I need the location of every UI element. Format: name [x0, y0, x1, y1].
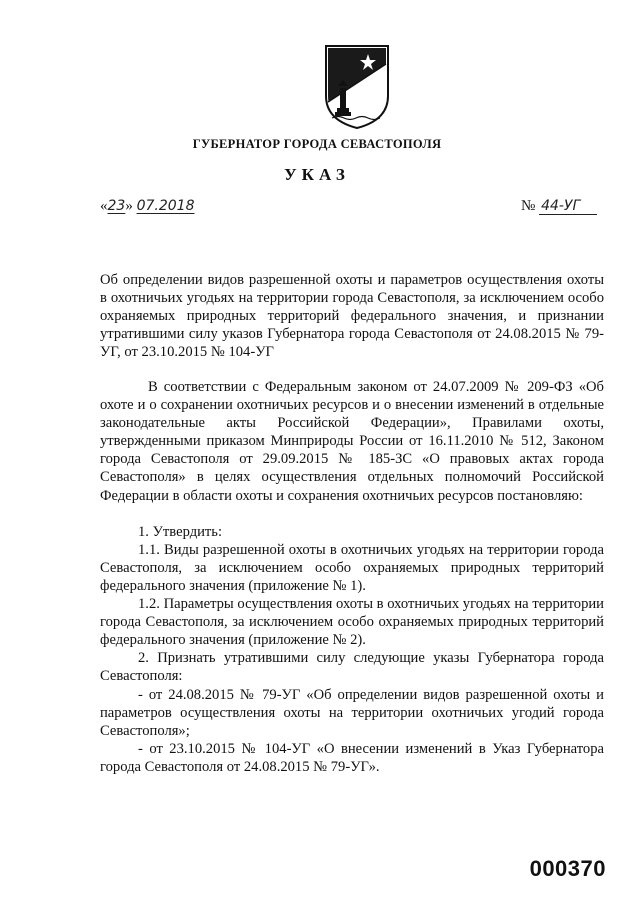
number-value: 44-УГ: [539, 198, 597, 215]
date-day: 23: [107, 198, 126, 214]
item-2-a: - от 24.08.2015 № 79-УГ «Об определении видов разрешенной охоты и параметров осуществления охоты на территории охотничьих угодий города Севастополя»;: [100, 686, 604, 739]
item-2-b: - от 23.10.2015 № 104-УГ «О внесении изменений в Указ Губернатора города Севастополя от 24.08.2015 № 79-УГ».: [100, 740, 604, 775]
decree-body: [100, 378, 604, 776]
coat-of-arms-emblem: [322, 44, 392, 130]
number-prefix: №: [521, 198, 536, 214]
decree-date: [100, 198, 194, 215]
item-1: 1. Утвердить:: [138, 523, 223, 540]
governor-title: ГУБЕРНАТОР ГОРОДА СЕВАСТОПОЛЯ: [192, 137, 442, 151]
date-close-quote: »: [125, 198, 133, 214]
preamble-paragraph: В соответствии с Федеральным законом от 24.07.2009 № 209-ФЗ «Об охоте и о сохранении охотничьих ресурсов и о внесении изменений в отдельные законодательные акты Российской Федерации», Правилами охоты, утвержденными приказом Минприроды России от 16.11.2010 № 512, Законом города Севастополя от 29.09.2015 № 185-ЗС «О правовых актах города Севастополя» в целях осуществления отдельных полномочий Российской Федерации в области охоты и сохранения охотничьих ресурсов постановляю:: [100, 379, 604, 504]
decree-number: [521, 198, 597, 215]
decree-subject: Об определении видов разрешенной охоты и параметров осуществления охоты в охотничьих угодьях на территории города Севастополя, за исключением особо охраняемых природных территорий федерального значения, и признании утратившими силу указов Губернатора города Севастополя от 24.08.2015 № 79-УГ, от 23.10.2015 № 104-УГ: [100, 272, 604, 361]
decree-title: УКАЗ: [284, 165, 350, 184]
serial-number: 000370: [529, 856, 606, 881]
item-1-2: 1.2. Параметры осуществления охоты в охотничьих угодьях на территории города Севастополя, за исключением особо охраняемых природных территорий федерального значения (приложение № 2).: [100, 596, 604, 649]
date-month-year: 07.2018: [136, 198, 195, 214]
item-1-1: 1.1. Виды разрешенной охоты в охотничьих угодьях на территории города Севастополя, за исключением особо охраняемых природных территорий федерального значения (приложение № 1).: [100, 541, 604, 594]
item-2: 2. Признать утратившими силу следующие указы Губернатора города Севастополя:: [100, 650, 604, 685]
date-open-quote: «: [100, 198, 108, 214]
